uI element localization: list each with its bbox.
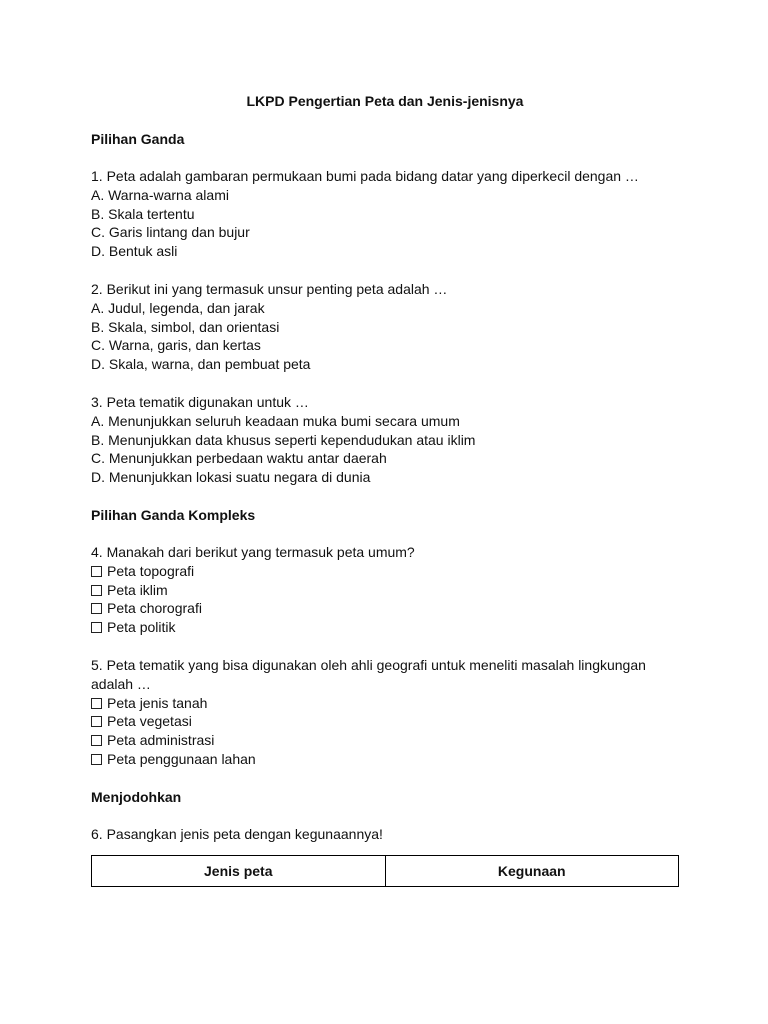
- checkbox-label: Peta politik: [107, 619, 176, 636]
- table-header-row: [92, 855, 679, 886]
- question-5: [91, 656, 679, 769]
- checkbox-option[interactable]: [91, 731, 679, 750]
- option-c: C. Menunjukkan perbedaan waktu antar daerah: [91, 450, 387, 467]
- option-d: D. Skala, warna, dan pembuat peta: [91, 356, 311, 373]
- checkbox-label: Peta iklim: [107, 581, 168, 598]
- checkbox-option[interactable]: [91, 562, 679, 581]
- checkbox-label: Peta topografi: [107, 562, 195, 579]
- option-c: C. Warna, garis, dan kertas: [91, 337, 261, 354]
- option-a: A. Menunjukkan seluruh keadaan muka bumi secara umum: [91, 412, 460, 429]
- option-d: D. Menunjukkan lokasi suatu negara di dunia: [91, 469, 371, 486]
- checkbox-label: Peta vegetasi: [107, 713, 192, 730]
- question-stem-continuation: adalah …: [91, 675, 151, 692]
- question-stem: 5. Peta tematik yang bisa digunakan oleh ahli geografi untuk meneliti masalah lingkungan: [91, 656, 646, 673]
- checkbox-icon[interactable]: [91, 754, 102, 765]
- question-stem: 2. Berikut ini yang termasuk unsur penting peta adalah …: [91, 280, 448, 297]
- section-heading-pilihan-ganda-kompleks: Pilihan Ganda Kompleks: [91, 506, 256, 523]
- question-1: [91, 167, 679, 261]
- checkbox-icon[interactable]: [91, 735, 102, 746]
- checkbox-icon[interactable]: [91, 585, 102, 596]
- checkbox-label: Peta administrasi: [107, 732, 215, 749]
- checkbox-icon[interactable]: [91, 698, 102, 709]
- checkbox-option[interactable]: [91, 694, 679, 713]
- checkbox-label: Peta jenis tanah: [107, 694, 208, 711]
- option-b: B. Skala, simbol, dan orientasi: [91, 318, 280, 335]
- question-2: [91, 280, 679, 374]
- question-6: [91, 825, 679, 887]
- question-stem: 1. Peta adalah gambaran permukaan bumi pada bidang datar yang diperkecil dengan …: [91, 168, 639, 184]
- worksheet-page: [91, 92, 679, 887]
- section-heading-menjodohkan: Menjodohkan: [91, 788, 182, 805]
- question-stem: 6. Pasangkan jenis peta dengan kegunaannya!: [91, 825, 383, 842]
- checkbox-icon[interactable]: [91, 716, 102, 727]
- question-4: [91, 543, 679, 637]
- checkbox-option[interactable]: [91, 750, 679, 769]
- checkbox-option[interactable]: [91, 599, 679, 618]
- checkbox-icon[interactable]: [91, 603, 102, 614]
- checkbox-icon[interactable]: [91, 566, 102, 577]
- document-title: LKPD Pengertian Peta dan Jenis-jenisnya: [246, 93, 524, 109]
- section-heading-pilihan-ganda: Pilihan Ganda: [91, 131, 185, 147]
- question-stem: 3. Peta tematik digunakan untuk …: [91, 393, 309, 410]
- option-b: B. Skala tertentu: [91, 205, 195, 222]
- checkbox-option[interactable]: [91, 712, 679, 731]
- option-a: A. Judul, legenda, dan jarak: [91, 299, 265, 316]
- checkbox-option[interactable]: [91, 581, 679, 600]
- question-stem: 4. Manakah dari berikut yang termasuk peta umum?: [91, 543, 415, 560]
- column-header-kegunaan: Kegunaan: [385, 855, 679, 886]
- option-c: C. Garis lintang dan bujur: [91, 224, 250, 241]
- question-3: [91, 393, 679, 487]
- checkbox-option[interactable]: [91, 618, 679, 637]
- column-header-jenis-peta: Jenis peta: [92, 855, 386, 886]
- checkbox-label: Peta penggunaan lahan: [107, 750, 256, 767]
- option-b: B. Menunjukkan data khusus seperti kependudukan atau iklim: [91, 431, 476, 448]
- option-a: A. Warna-warna alami: [91, 186, 229, 203]
- matching-table: [91, 855, 679, 887]
- checkbox-label: Peta chorografi: [107, 600, 202, 617]
- option-d: D. Bentuk asli: [91, 243, 178, 260]
- checkbox-icon[interactable]: [91, 622, 102, 633]
